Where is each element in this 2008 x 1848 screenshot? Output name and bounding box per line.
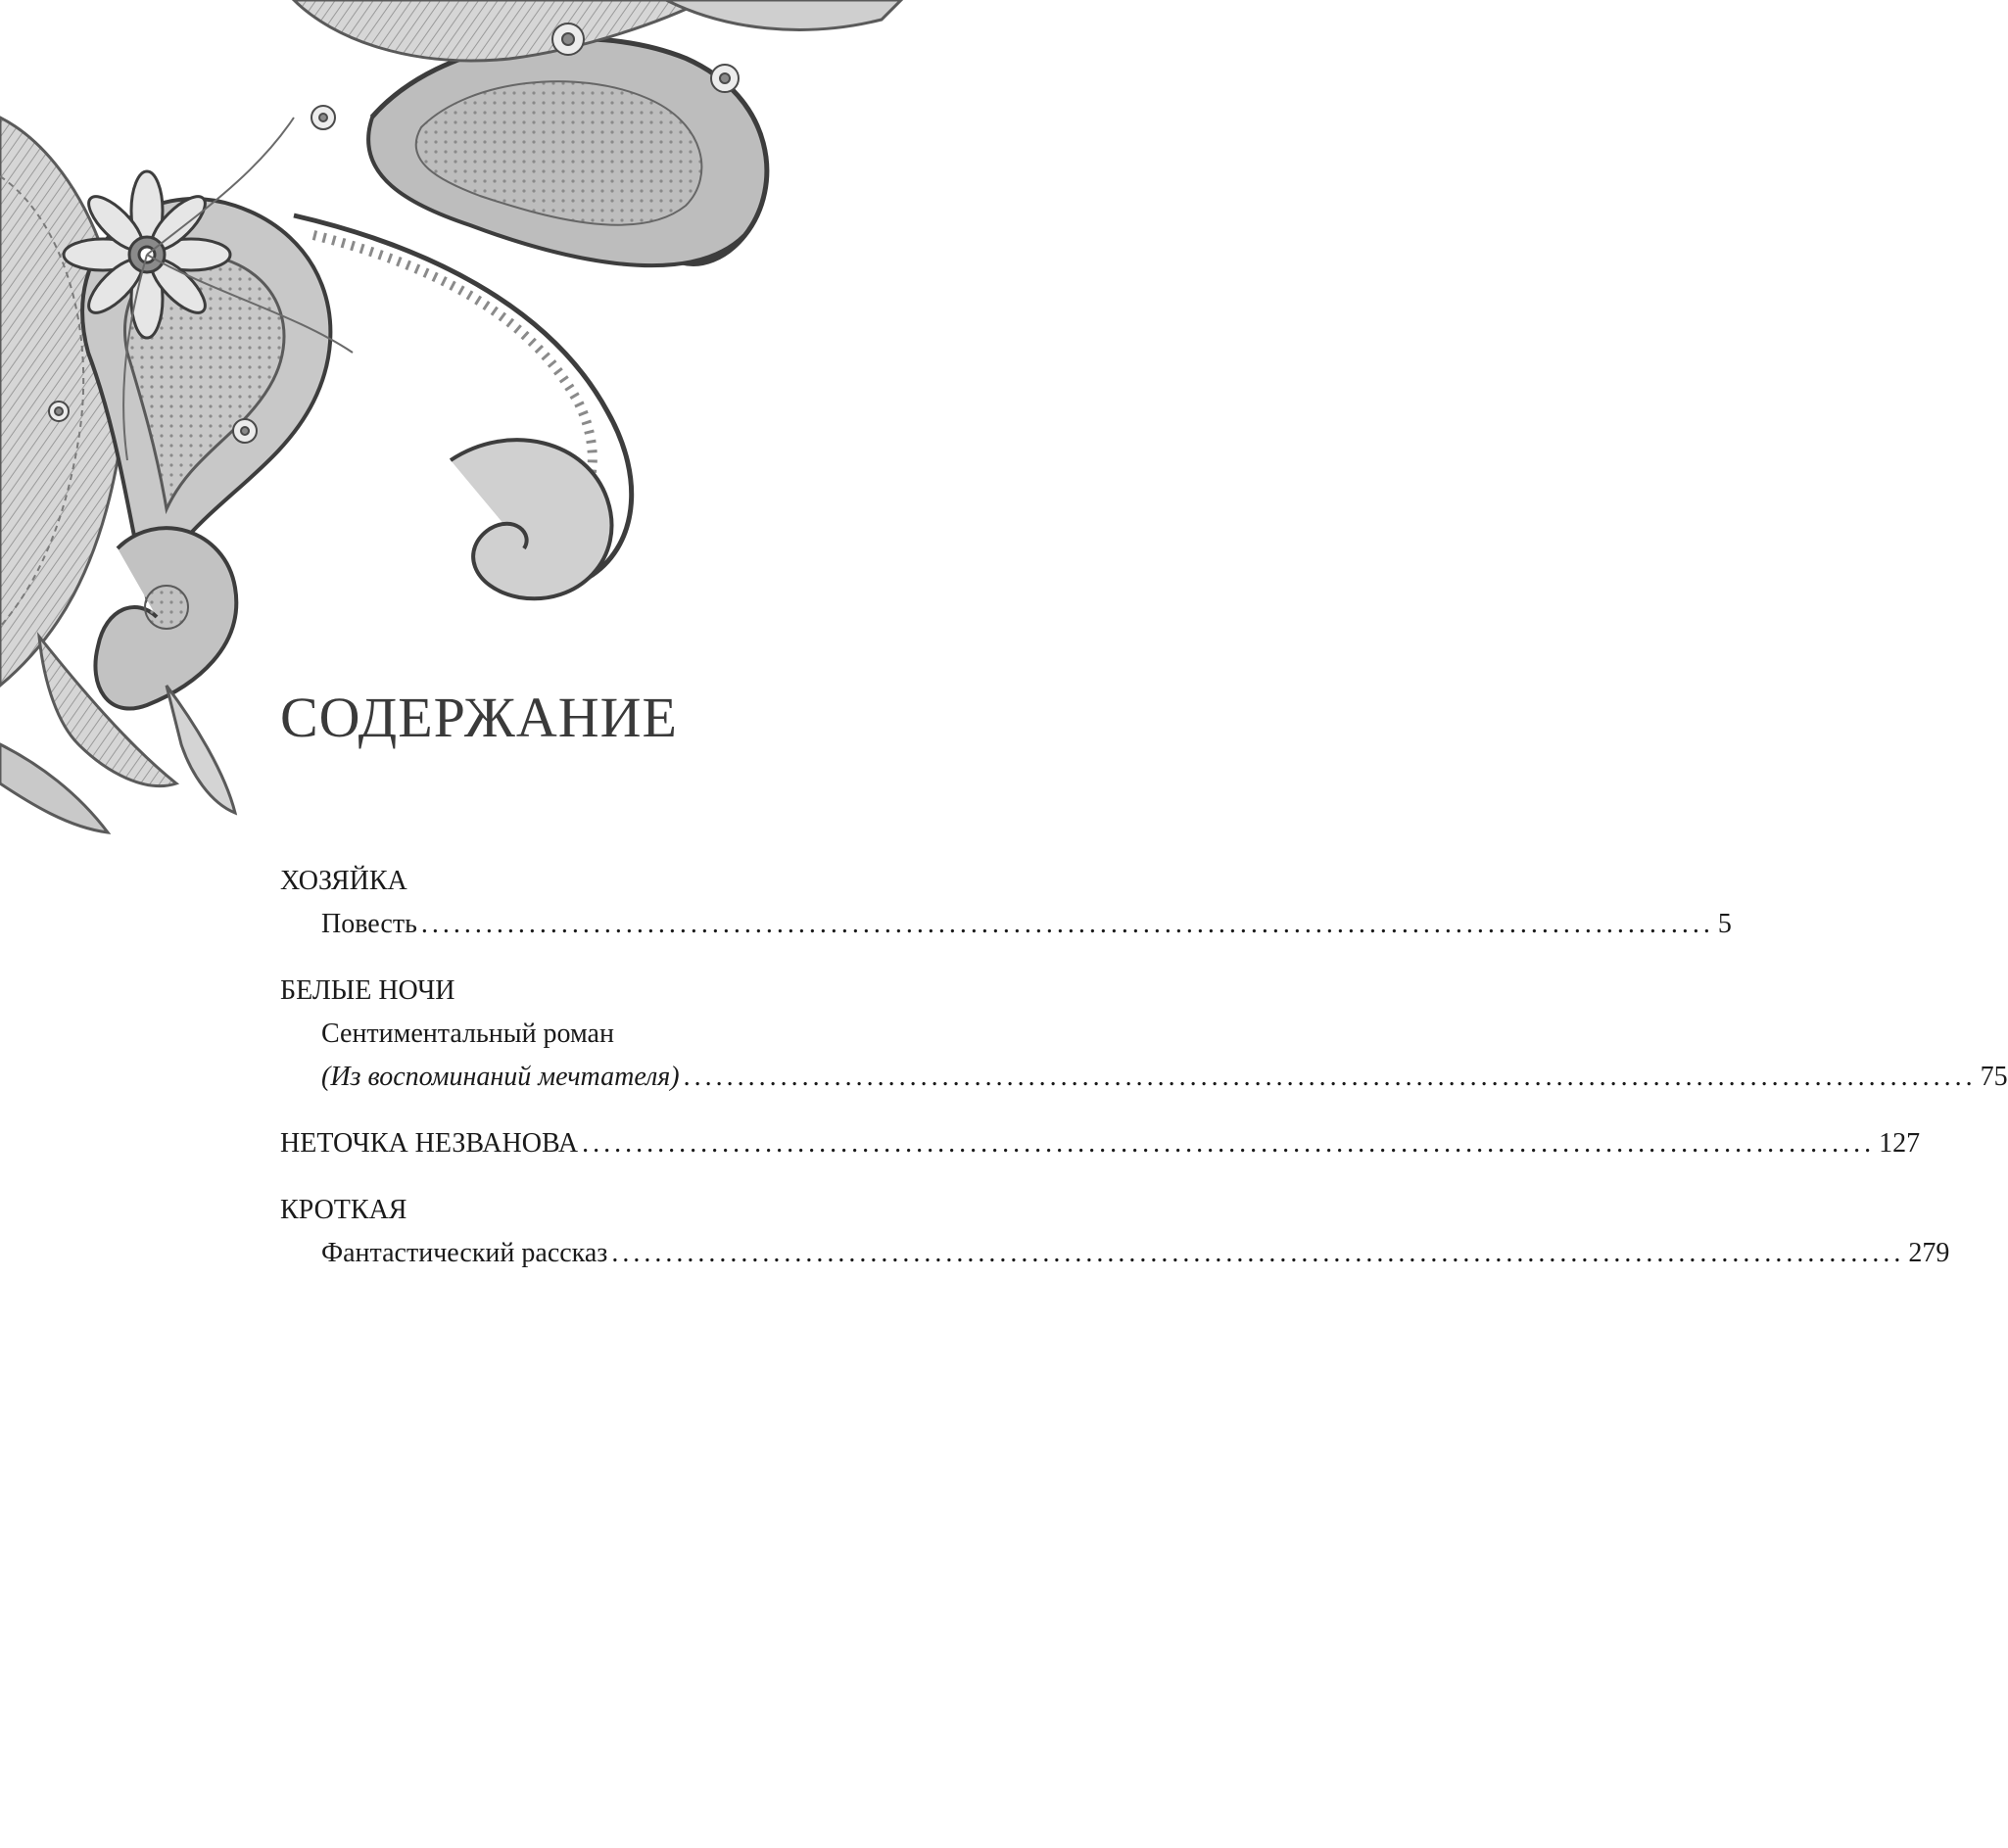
- page-title: СОДЕРЖАНИЕ: [280, 685, 678, 749]
- dot-leader: ........................................................................................................................: [582, 1128, 1876, 1159]
- toc-line-label: Фантастический рассказ: [321, 1238, 608, 1268]
- toc-line[interactable]: [280, 1232, 1950, 1275]
- toc-entry: [280, 970, 2008, 1099]
- dot-leader: ........................................................................................................................: [611, 1238, 1905, 1268]
- toc-entry: [280, 860, 1732, 946]
- toc-entry-heading: БЕЛЫЕ НОЧИ: [280, 975, 455, 1006]
- toc-entry-subtitle: Сентиментальный роман: [321, 1019, 614, 1049]
- toc-line-label: Повесть: [321, 909, 417, 939]
- toc-entry-heading: КРОТКАЯ: [280, 1195, 407, 1225]
- dot-leader: ........................................................................................................................: [420, 909, 1714, 939]
- toc-page-number: 5: [1717, 909, 1732, 939]
- dot-leader: ........................................................................................................................: [683, 1062, 1977, 1092]
- table-of-contents: [280, 860, 2008, 1299]
- toc-page-number: 75: [1980, 1062, 2008, 1092]
- toc-entry: [280, 1122, 1921, 1165]
- toc-page-number: 127: [1879, 1128, 1921, 1159]
- toc-line[interactable]: [280, 1056, 2008, 1099]
- toc-entry: [280, 1189, 1950, 1275]
- toc-line[interactable]: [280, 903, 1732, 946]
- toc-line[interactable]: [280, 1122, 1921, 1165]
- toc-line-label: (Из воспоминаний мечтателя): [321, 1062, 680, 1092]
- toc-entry-heading: ХОЗЯЙКА: [280, 866, 407, 896]
- toc-line-label: НЕТОЧКА НЕЗВАНОВА: [280, 1128, 579, 1159]
- toc-page-number: 279: [1908, 1238, 1950, 1268]
